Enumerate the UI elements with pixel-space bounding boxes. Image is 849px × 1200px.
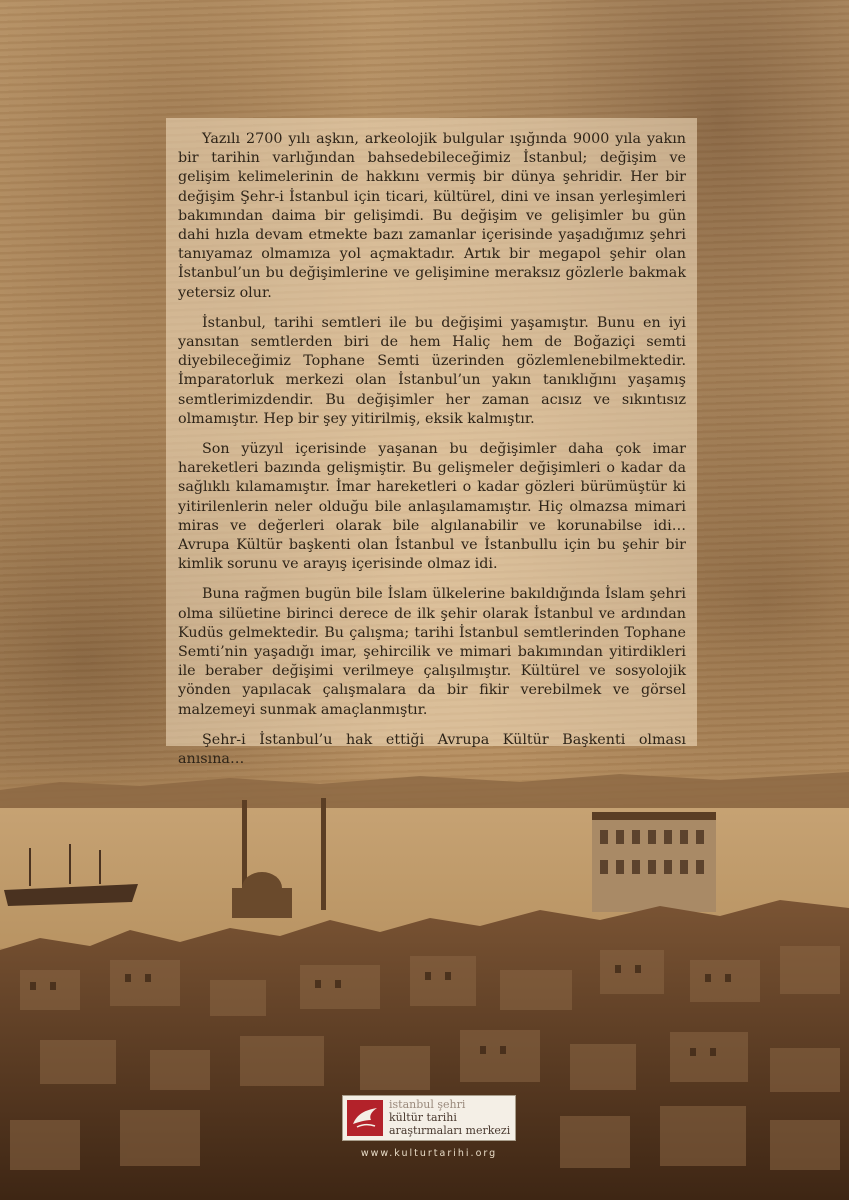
logo-text-line-3: araştırmaları merkezi [389, 1124, 511, 1137]
intro-paragraph-2: İstanbul, tarihi semtleri ile bu değişimi yaşamıştır. Bunu en iyi yansıtan semtlerden biri de hem Haliç hem de Boğaziçi semti diyebileceğimiz Tophane Semti üzerinden gözlemlenebilmektedir. İmparatorluk merkezi olan İstanbul’un yakın tanıklığını yaşamış semtlerimizdendir. Bu değişimler her zaman acısız ve sıkıntısız olmamıştır. Hep bir şey yitirilmiş, eksik kalmıştır. [178, 314, 686, 427]
website-url[interactable]: www.kulturtarihi.org [360, 1148, 498, 1159]
publisher-logo [342, 1095, 516, 1141]
intro-paragraph-4: Buna rağmen bugün bile İslam ülkelerine bakıldığında İslam şehri olma silüetine birinci derece de ilk şehir olarak İstanbul ve ardından Kudüs gelmektedir. Bu çalışma; tarihi İstanbul semtlerinden Tophane Semti’nin yaşadığı imar, şehircilik ve mimari bakımından yitirdikleri ile beraber değişimi verilmeye çalışılmıştır. Kültürel ve sosyolojik yönden yapılacak çalışmalara da bir fikir verebilmek ve görsel malzemeyi sunmak amaçlanmıştır. [178, 586, 686, 718]
intro-text-panel [166, 118, 697, 768]
intro-paragraph-5: Şehr-i İstanbul’u hak ettiği Avrupa Kültür Başkenti olması anısına… [178, 731, 686, 768]
intro-paragraph-1: Yazılı 2700 yılı aşkın, arkeolojik bulgular ışığında 9000 yıla yakın bir tarihin varlığından bahsedebileceğimiz İstanbul; değişim ve gelişim kelimelerinin de hakkını vermiş bir dünya şehridir. Her bir değişim Şehr-i İstanbul için ticari, kültürel, dini ve insan yerleşimleri bakımından daima bir gelişimdi. Bu değişim ve gelişimler bu gün dahi hızla devam etmekte bazı zamanlar içerisinde yaşadığımız şehri tanıyamaz olmamıza yol açmaktadır. Artık bir megapol şehir olan İstanbul’un bu değişimlerine ve gelişimine meraksız gözlerle bakmak yetersiz olur. [178, 131, 686, 301]
logo-text-line-2: kültür tarihi [389, 1111, 457, 1124]
intro-paragraph-3: Son yüzyıl içerisinde yaşanan bu değişimler daha çok imar hareketleri bazında gelişmiştir. Bu gelişmeler değişimleri o kadar da sağlıklı kılamamıştır. İmar hareketleri o kadar gözleri bürümüştür ki yitirilenlerin neler olduğu bile anlaşılamamıştır. Hiç olmazsa mimari miras ve değerleri olarak bile algılanabilir ve korunabilse idi… Avrupa Kültür başkenti olan İstanbul ve İstanbullu için bu şehir bir kimlik sorunu ve arayış içerisinde olmaz idi. [178, 441, 686, 573]
bird-emblem-icon [347, 1100, 383, 1136]
logo-text-line-1: istanbul şehri [389, 1098, 466, 1111]
